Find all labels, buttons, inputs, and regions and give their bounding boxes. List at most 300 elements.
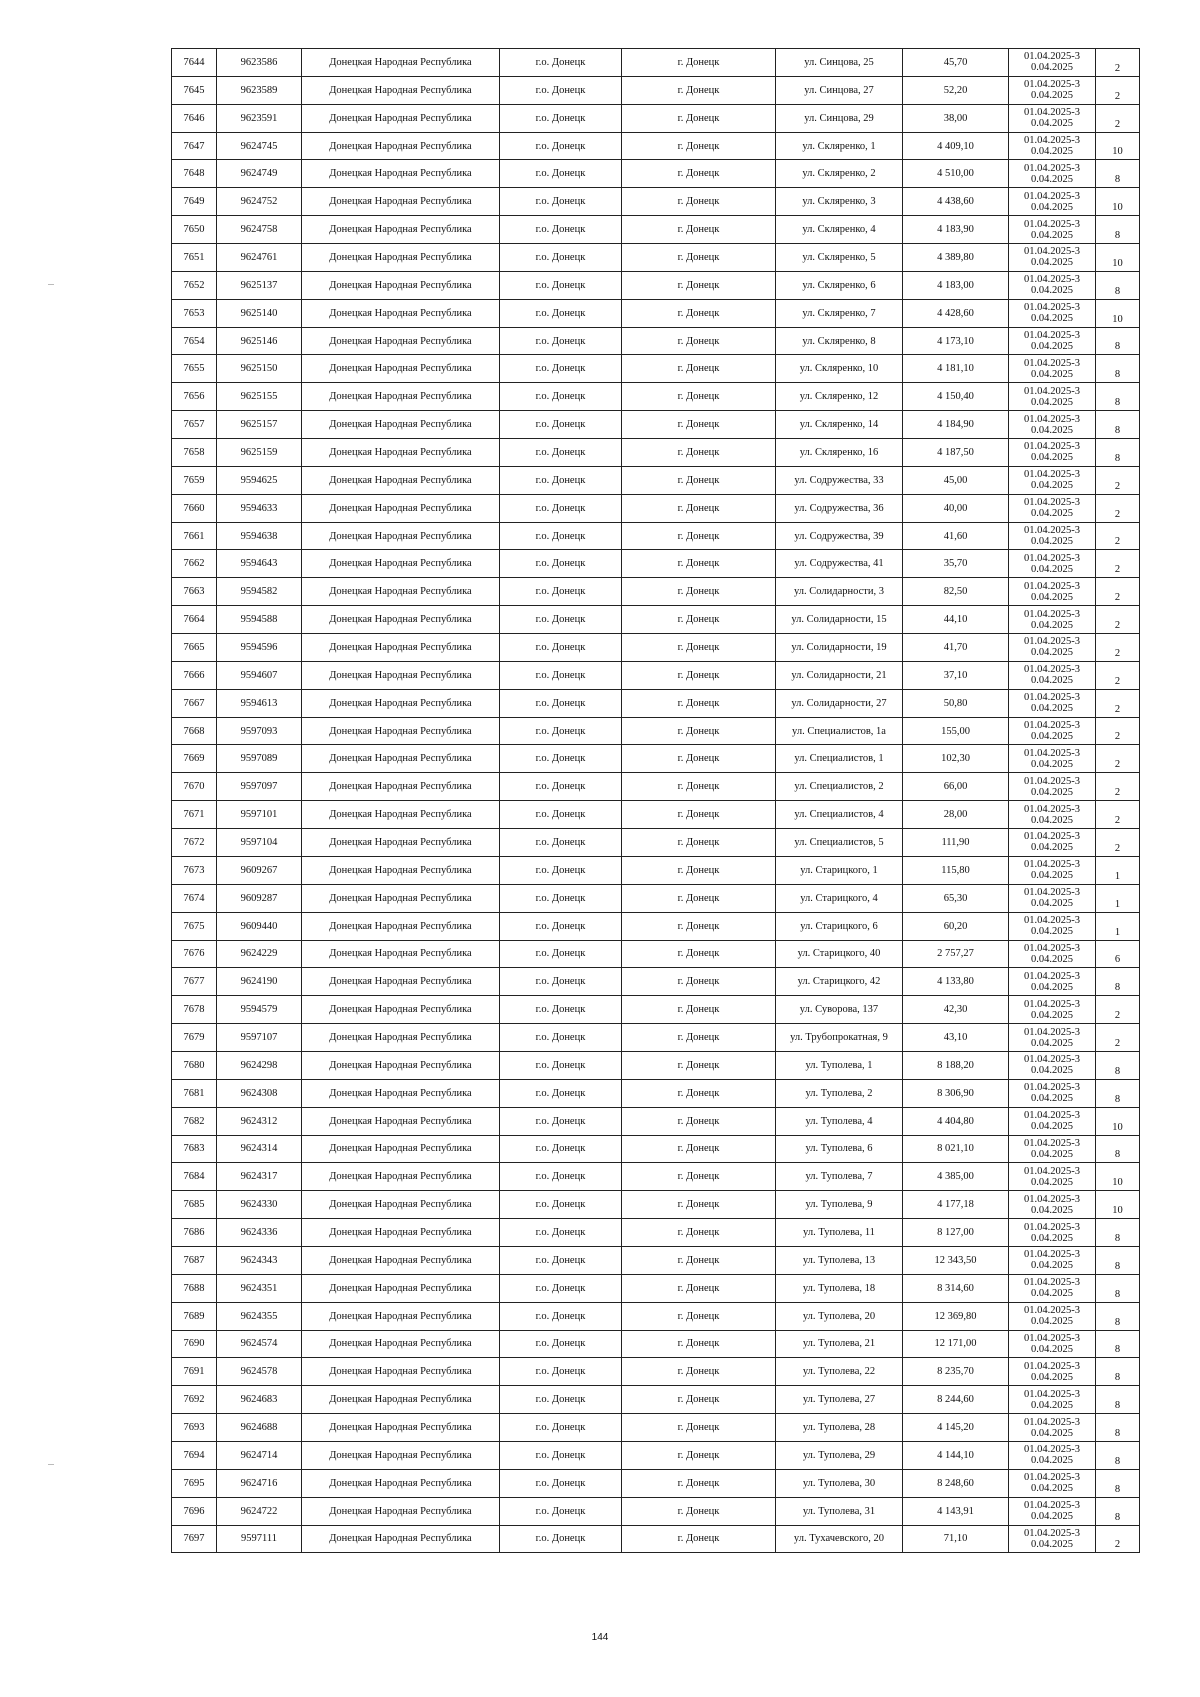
city-cell: г. Донецк [622,661,776,689]
region-cell: Донецкая Народная Республика [302,1079,500,1107]
municipal-district-cell: г.о. Донецк [500,522,622,550]
count-cell: 8 [1096,1414,1140,1442]
city-cell: г. Донецк [622,884,776,912]
object-code-cell: 9624229 [217,940,302,968]
region-cell: Донецкая Народная Республика [302,104,500,132]
period-cell: 01.04.2025-30.04.2025 [1009,1163,1096,1191]
address-cell: ул. Синцова, 29 [776,104,903,132]
region-cell: Донецкая Народная Республика [302,1497,500,1525]
address-cell: ул. Скляренко, 1 [776,132,903,160]
region-cell: Донецкая Народная Республика [302,1024,500,1052]
count-cell: 8 [1096,216,1140,244]
row-number-cell: 7693 [172,1414,217,1442]
city-cell: г. Донецк [622,606,776,634]
municipal-district-cell: г.о. Донецк [500,968,622,996]
object-code-cell: 9624714 [217,1441,302,1469]
municipal-district-cell: г.о. Донецк [500,1246,622,1274]
area-cell: 4 510,00 [903,160,1009,188]
municipal-district-cell: г.о. Донецк [500,1358,622,1386]
table-row [172,1135,1140,1163]
count-cell: 2 [1096,1525,1140,1553]
count-cell: 2 [1096,466,1140,494]
period-cell: 01.04.2025-30.04.2025 [1009,327,1096,355]
region-cell: Донецкая Народная Республика [302,801,500,829]
scan-artifact [48,284,54,285]
period-cell: 01.04.2025-30.04.2025 [1009,1469,1096,1497]
table-row [172,940,1140,968]
city-cell: г. Донецк [622,299,776,327]
count-cell: 2 [1096,578,1140,606]
period-cell: 01.04.2025-30.04.2025 [1009,271,1096,299]
count-cell: 2 [1096,606,1140,634]
address-cell: ул. Содружества, 41 [776,550,903,578]
object-code-cell: 9625140 [217,299,302,327]
row-number-cell: 7652 [172,271,217,299]
period-cell: 01.04.2025-30.04.2025 [1009,912,1096,940]
address-cell: ул. Специалистов, 2 [776,773,903,801]
region-cell: Донецкая Народная Республика [302,884,500,912]
address-cell: ул. Старицкого, 6 [776,912,903,940]
city-cell: г. Донецк [622,940,776,968]
table-row [172,634,1140,662]
count-cell: 2 [1096,801,1140,829]
area-cell: 4 183,90 [903,216,1009,244]
object-code-cell: 9624574 [217,1330,302,1358]
area-cell: 12 171,00 [903,1330,1009,1358]
city-cell: г. Донецк [622,104,776,132]
municipal-district-cell: г.о. Донецк [500,160,622,188]
table-row [172,689,1140,717]
object-code-cell: 9597111 [217,1525,302,1553]
count-cell: 10 [1096,1107,1140,1135]
table-row [172,271,1140,299]
table-row [172,327,1140,355]
count-cell: 1 [1096,884,1140,912]
region-cell: Донецкая Народная Республика [302,689,500,717]
city-cell: г. Донецк [622,968,776,996]
municipal-district-cell: г.о. Донецк [500,884,622,912]
municipal-district-cell: г.о. Донецк [500,355,622,383]
count-cell: 10 [1096,132,1140,160]
region-cell: Донецкая Народная Республика [302,1219,500,1247]
count-cell: 2 [1096,76,1140,104]
period-cell: 01.04.2025-30.04.2025 [1009,717,1096,745]
period-cell: 01.04.2025-30.04.2025 [1009,1219,1096,1247]
table-row [172,383,1140,411]
municipal-district-cell: г.о. Донецк [500,1386,622,1414]
city-cell: г. Донецк [622,466,776,494]
municipal-district-cell: г.о. Донецк [500,745,622,773]
area-cell: 44,10 [903,606,1009,634]
object-code-cell: 9624314 [217,1135,302,1163]
region-cell: Донецкая Народная Республика [302,856,500,884]
object-code-cell: 9623591 [217,104,302,132]
municipal-district-cell: г.о. Донецк [500,271,622,299]
area-cell: 37,10 [903,661,1009,689]
count-cell: 8 [1096,1386,1140,1414]
table-row [172,1163,1140,1191]
object-code-cell: 9624343 [217,1246,302,1274]
area-cell: 41,60 [903,522,1009,550]
area-cell: 8 021,10 [903,1135,1009,1163]
count-cell: 2 [1096,49,1140,77]
area-cell: 71,10 [903,1525,1009,1553]
municipal-district-cell: г.о. Донецк [500,1525,622,1553]
table-row [172,132,1140,160]
row-number-cell: 7672 [172,829,217,857]
municipal-district-cell: г.о. Донецк [500,773,622,801]
object-code-cell: 9594582 [217,578,302,606]
row-number-cell: 7661 [172,522,217,550]
row-number-cell: 7683 [172,1135,217,1163]
address-cell: ул. Старицкого, 42 [776,968,903,996]
area-cell: 4 145,20 [903,1414,1009,1442]
address-cell: ул. Содружества, 39 [776,522,903,550]
region-cell: Донецкая Народная Республика [302,1191,500,1219]
region-cell: Донецкая Народная Республика [302,996,500,1024]
municipal-district-cell: г.о. Донецк [500,1469,622,1497]
count-cell: 8 [1096,160,1140,188]
city-cell: г. Донецк [622,160,776,188]
count-cell: 8 [1096,355,1140,383]
row-number-cell: 7666 [172,661,217,689]
address-cell: ул. Туполева, 22 [776,1358,903,1386]
area-cell: 4 389,80 [903,244,1009,272]
region-cell: Донецкая Народная Республика [302,49,500,77]
table-row [172,494,1140,522]
table-row [172,216,1140,244]
region-cell: Донецкая Народная Республика [302,1135,500,1163]
table-row [172,829,1140,857]
table-row [172,1358,1140,1386]
city-cell: г. Донецк [622,856,776,884]
area-cell: 2 757,27 [903,940,1009,968]
address-cell: ул. Туполева, 6 [776,1135,903,1163]
row-number-cell: 7684 [172,1163,217,1191]
row-number-cell: 7657 [172,411,217,439]
area-cell: 8 235,70 [903,1358,1009,1386]
municipal-district-cell: г.о. Донецк [500,327,622,355]
address-cell: ул. Скляренко, 12 [776,383,903,411]
area-cell: 42,30 [903,996,1009,1024]
table-row [172,299,1140,327]
address-cell: ул. Тухачевского, 20 [776,1525,903,1553]
count-cell: 2 [1096,1024,1140,1052]
object-code-cell: 9597093 [217,717,302,745]
region-cell: Донецкая Народная Республика [302,327,500,355]
region-cell: Донецкая Народная Республика [302,968,500,996]
city-cell: г. Донецк [622,1246,776,1274]
object-code-cell: 9609287 [217,884,302,912]
object-code-cell: 9624761 [217,244,302,272]
row-number-cell: 7697 [172,1525,217,1553]
area-cell: 4 409,10 [903,132,1009,160]
region-cell: Донецкая Народная Республика [302,383,500,411]
address-cell: ул. Туполева, 30 [776,1469,903,1497]
region-cell: Донецкая Народная Республика [302,160,500,188]
municipal-district-cell: г.о. Донецк [500,216,622,244]
address-cell: ул. Скляренко, 14 [776,411,903,439]
municipal-district-cell: г.о. Донецк [500,996,622,1024]
count-cell: 8 [1096,968,1140,996]
city-cell: г. Донецк [622,188,776,216]
row-number-cell: 7655 [172,355,217,383]
municipal-district-cell: г.о. Донецк [500,1079,622,1107]
city-cell: г. Донецк [622,1191,776,1219]
city-cell: г. Донецк [622,1302,776,1330]
period-cell: 01.04.2025-30.04.2025 [1009,606,1096,634]
address-cell: ул. Туполева, 11 [776,1219,903,1247]
address-cell: ул. Скляренко, 4 [776,216,903,244]
object-code-cell: 9625157 [217,411,302,439]
area-cell: 82,50 [903,578,1009,606]
address-cell: ул. Старицкого, 4 [776,884,903,912]
city-cell: г. Донецк [622,1079,776,1107]
area-cell: 8 314,60 [903,1274,1009,1302]
city-cell: г. Донецк [622,1274,776,1302]
object-code-cell: 9597104 [217,829,302,857]
area-cell: 50,80 [903,689,1009,717]
municipal-district-cell: г.о. Донецк [500,1051,622,1079]
row-number-cell: 7694 [172,1441,217,1469]
table-row [172,355,1140,383]
table-row [172,49,1140,77]
table-row [172,244,1140,272]
row-number-cell: 7665 [172,634,217,662]
municipal-district-cell: г.о. Донецк [500,1274,622,1302]
city-cell: г. Донецк [622,216,776,244]
register-table-body [172,49,1140,1553]
city-cell: г. Донецк [622,550,776,578]
table-row [172,996,1140,1024]
address-cell: ул. Скляренко, 10 [776,355,903,383]
count-cell: 2 [1096,634,1140,662]
area-cell: 8 306,90 [903,1079,1009,1107]
table-row [172,856,1140,884]
period-cell: 01.04.2025-30.04.2025 [1009,940,1096,968]
page-number: 144 [591,1632,609,1643]
region-cell: Донецкая Народная Республика [302,829,500,857]
object-code-cell: 9624298 [217,1051,302,1079]
period-cell: 01.04.2025-30.04.2025 [1009,355,1096,383]
address-cell: ул. Туполева, 20 [776,1302,903,1330]
count-cell: 8 [1096,1330,1140,1358]
table-row [172,1441,1140,1469]
city-cell: г. Донецк [622,1386,776,1414]
count-cell: 2 [1096,494,1140,522]
table-row [172,1414,1140,1442]
municipal-district-cell: г.о. Донецк [500,912,622,940]
period-cell: 01.04.2025-30.04.2025 [1009,411,1096,439]
address-cell: ул. Скляренко, 2 [776,160,903,188]
row-number-cell: 7675 [172,912,217,940]
table-row [172,411,1140,439]
address-cell: ул. Туполева, 7 [776,1163,903,1191]
municipal-district-cell: г.о. Донецк [500,494,622,522]
city-cell: г. Донецк [622,689,776,717]
city-cell: г. Донецк [622,439,776,467]
table-row [172,1330,1140,1358]
object-code-cell: 9625146 [217,327,302,355]
region-cell: Донецкая Народная Республика [302,1358,500,1386]
city-cell: г. Донецк [622,996,776,1024]
count-cell: 1 [1096,856,1140,884]
count-cell: 8 [1096,271,1140,299]
area-cell: 8 244,60 [903,1386,1009,1414]
table-row [172,773,1140,801]
period-cell: 01.04.2025-30.04.2025 [1009,550,1096,578]
row-number-cell: 7649 [172,188,217,216]
city-cell: г. Донецк [622,327,776,355]
period-cell: 01.04.2025-30.04.2025 [1009,104,1096,132]
address-cell: ул. Специалистов, 4 [776,801,903,829]
table-row [172,1051,1140,1079]
period-cell: 01.04.2025-30.04.2025 [1009,1024,1096,1052]
object-code-cell: 9624749 [217,160,302,188]
area-cell: 4 438,60 [903,188,1009,216]
table-row [172,606,1140,634]
object-code-cell: 9624722 [217,1497,302,1525]
period-cell: 01.04.2025-30.04.2025 [1009,383,1096,411]
period-cell: 01.04.2025-30.04.2025 [1009,1414,1096,1442]
region-cell: Донецкая Народная Республика [302,1107,500,1135]
area-cell: 4 428,60 [903,299,1009,327]
count-cell: 2 [1096,717,1140,745]
period-cell: 01.04.2025-30.04.2025 [1009,661,1096,689]
area-cell: 8 188,20 [903,1051,1009,1079]
period-cell: 01.04.2025-30.04.2025 [1009,1497,1096,1525]
municipal-district-cell: г.о. Донецк [500,829,622,857]
row-number-cell: 7688 [172,1274,217,1302]
area-cell: 4 150,40 [903,383,1009,411]
municipal-district-cell: г.о. Донецк [500,1135,622,1163]
region-cell: Донецкая Народная Республика [302,466,500,494]
count-cell: 1 [1096,912,1140,940]
row-number-cell: 7680 [172,1051,217,1079]
table-row [172,745,1140,773]
address-cell: ул. Скляренко, 16 [776,439,903,467]
region-cell: Донецкая Народная Республика [302,773,500,801]
area-cell: 45,70 [903,49,1009,77]
municipal-district-cell: г.о. Донецк [500,606,622,634]
object-code-cell: 9594579 [217,996,302,1024]
count-cell: 2 [1096,550,1140,578]
address-cell: ул. Туполева, 28 [776,1414,903,1442]
count-cell: 2 [1096,689,1140,717]
region-cell: Донецкая Народная Республика [302,1525,500,1553]
row-number-cell: 7681 [172,1079,217,1107]
row-number-cell: 7668 [172,717,217,745]
row-number-cell: 7650 [172,216,217,244]
period-cell: 01.04.2025-30.04.2025 [1009,466,1096,494]
region-cell: Донецкая Народная Республика [302,522,500,550]
area-cell: 12 343,50 [903,1246,1009,1274]
period-cell: 01.04.2025-30.04.2025 [1009,1051,1096,1079]
object-code-cell: 9597107 [217,1024,302,1052]
period-cell: 01.04.2025-30.04.2025 [1009,1441,1096,1469]
address-cell: ул. Солидарности, 19 [776,634,903,662]
area-cell: 45,00 [903,466,1009,494]
region-cell: Донецкая Народная Республика [302,494,500,522]
count-cell: 8 [1096,411,1140,439]
row-number-cell: 7685 [172,1191,217,1219]
table-row [172,439,1140,467]
municipal-district-cell: г.о. Донецк [500,550,622,578]
address-cell: ул. Туполева, 27 [776,1386,903,1414]
period-cell: 01.04.2025-30.04.2025 [1009,439,1096,467]
table-row [172,968,1140,996]
period-cell: 01.04.2025-30.04.2025 [1009,829,1096,857]
area-cell: 40,00 [903,494,1009,522]
municipal-district-cell: г.о. Донецк [500,1497,622,1525]
region-cell: Донецкая Народная Республика [302,1386,500,1414]
period-cell: 01.04.2025-30.04.2025 [1009,132,1096,160]
table-row [172,1024,1140,1052]
area-cell: 4 143,91 [903,1497,1009,1525]
municipal-district-cell: г.о. Донецк [500,1107,622,1135]
row-number-cell: 7677 [172,968,217,996]
area-cell: 35,70 [903,550,1009,578]
municipal-district-cell: г.о. Донецк [500,383,622,411]
city-cell: г. Донецк [622,1135,776,1163]
city-cell: г. Донецк [622,1051,776,1079]
city-cell: г. Донецк [622,1024,776,1052]
object-code-cell: 9624351 [217,1274,302,1302]
row-number-cell: 7659 [172,466,217,494]
table-row [172,522,1140,550]
row-number-cell: 7646 [172,104,217,132]
city-cell: г. Донецк [622,578,776,606]
count-cell: 2 [1096,661,1140,689]
count-cell: 2 [1096,522,1140,550]
city-cell: г. Донецк [622,76,776,104]
area-cell: 60,20 [903,912,1009,940]
area-cell: 4 385,00 [903,1163,1009,1191]
count-cell: 8 [1096,383,1140,411]
count-cell: 6 [1096,940,1140,968]
municipal-district-cell: г.о. Донецк [500,717,622,745]
table-row [172,1274,1140,1302]
address-cell: ул. Содружества, 36 [776,494,903,522]
region-cell: Донецкая Народная Республика [302,661,500,689]
city-cell: г. Донецк [622,49,776,77]
city-cell: г. Донецк [622,383,776,411]
region-cell: Донецкая Народная Республика [302,578,500,606]
object-code-cell: 9597097 [217,773,302,801]
object-code-cell: 9625155 [217,383,302,411]
period-cell: 01.04.2025-30.04.2025 [1009,1274,1096,1302]
region-cell: Донецкая Народная Республика [302,717,500,745]
address-cell: ул. Солидарности, 21 [776,661,903,689]
object-code-cell: 9594596 [217,634,302,662]
count-cell: 2 [1096,996,1140,1024]
row-number-cell: 7682 [172,1107,217,1135]
table-row [172,466,1140,494]
area-cell: 41,70 [903,634,1009,662]
city-cell: г. Донецк [622,634,776,662]
object-code-cell: 9624308 [217,1079,302,1107]
region-cell: Донецкая Народная Республика [302,1274,500,1302]
address-cell: ул. Туполева, 21 [776,1330,903,1358]
area-cell: 65,30 [903,884,1009,912]
object-code-cell: 9594625 [217,466,302,494]
table-row [172,717,1140,745]
period-cell: 01.04.2025-30.04.2025 [1009,1079,1096,1107]
city-cell: г. Донецк [622,773,776,801]
address-cell: ул. Туполева, 1 [776,1051,903,1079]
area-cell: 111,90 [903,829,1009,857]
municipal-district-cell: г.о. Донецк [500,1219,622,1247]
